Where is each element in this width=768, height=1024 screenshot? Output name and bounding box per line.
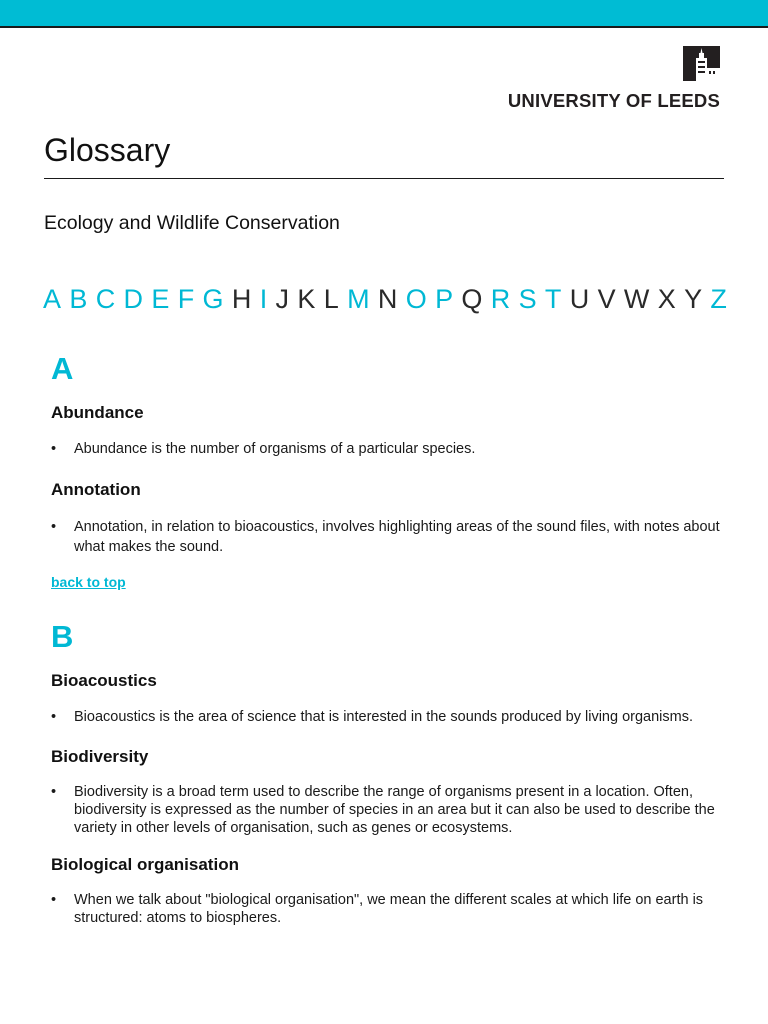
term-abundance: Abundance [51,403,144,422]
alphabet-letter-j: J [275,284,290,314]
parkinson-tower-icon [683,46,720,81]
alphabet-letter-y: Y [684,284,703,314]
definition-list [51,783,723,837]
alphabet-letter-i[interactable]: I [259,284,268,314]
alphabet-letter-f[interactable]: F [177,284,195,314]
glossary-content [51,348,723,927]
definition-biodiversity: • Biodiversity is a broad term used to describe the range of organisms present in a location. Often, biodiversity is expressed as the number of species in an area but it can also be used to describe the variety in other levels of organisation, such as genes or ecosystems. [51,784,715,836]
definition-annotation: • Annotation, in relation to bioacoustics, involves highlighting areas of the sound files, with notes about what makes the sound. [51,519,720,555]
alphabet-letter-b[interactable]: B [69,284,88,314]
alphabet-letter-c[interactable]: C [95,284,116,314]
term-biodiversity: Biodiversity [51,747,149,766]
bullet: • [51,784,57,800]
page-title: Glossary [44,132,171,168]
alphabet-letter-l: L [323,284,339,314]
definition-list [51,440,723,459]
bullet: • [51,519,57,535]
term-annotation: Annotation [51,480,141,499]
alphabet-letter-g[interactable]: G [202,284,224,314]
university-logo[interactable] [508,46,720,112]
top-accent-bar [0,0,768,28]
term-bioacoustics: Bioacoustics [51,671,157,690]
alphabet-letter-k: K [297,284,316,314]
definition-list [51,891,723,927]
alphabet-letter-n: N [377,284,398,314]
definition-list [51,517,723,557]
back-to-top-link[interactable]: back to top [51,574,126,590]
section-heading-a: A [51,351,74,386]
alphabet-letter-m[interactable]: M [347,284,370,314]
definition-bioacoustics: • Bioacoustics is the area of science that is interested in the sounds produced by living organisms. [51,707,723,728]
alphabet-letter-p[interactable]: P [435,284,454,314]
definition-biological-organisation: • When we talk about "biological organisation", we mean the different scales at which life on earth is structured: atoms to biospheres. [51,892,704,926]
alphabet-letter-t[interactable]: T [544,284,562,314]
term-biological-organisation: Biological organisation [51,855,239,874]
bullet: • [51,892,57,908]
alphabet-letter-x: X [657,284,676,314]
alphabet-letter-u: U [569,284,590,314]
alphabet-letter-s[interactable]: S [518,284,537,314]
bullet: • [51,709,57,725]
alphabet-letter-a[interactable]: A [43,284,62,314]
alphabet-letter-o[interactable]: O [405,284,427,314]
alphabet-letter-r[interactable]: R [490,284,511,314]
university-name: UNIVERSITY OF LEEDS [507,90,720,111]
alphabet-letter-h: H [231,284,252,314]
alphabet-letter-w: W [623,284,650,314]
alphabet-letter-v: V [597,284,616,314]
bullet: • [51,441,57,457]
section-heading-b: B [51,619,74,654]
alphabet-letter-z[interactable]: Z [710,284,727,314]
definition-abundance: • Abundance is the number of organisms of a particular species. [51,441,476,457]
definition-list [51,707,723,728]
title-divider [44,178,724,179]
alphabet-letter-q: Q [461,284,483,314]
page-subtitle: Ecology and Wildlife Conservation [44,212,340,234]
alphabet-letter-d[interactable]: D [123,284,144,314]
alphabet-index [43,284,727,315]
alphabet-letter-e[interactable]: E [151,284,170,314]
